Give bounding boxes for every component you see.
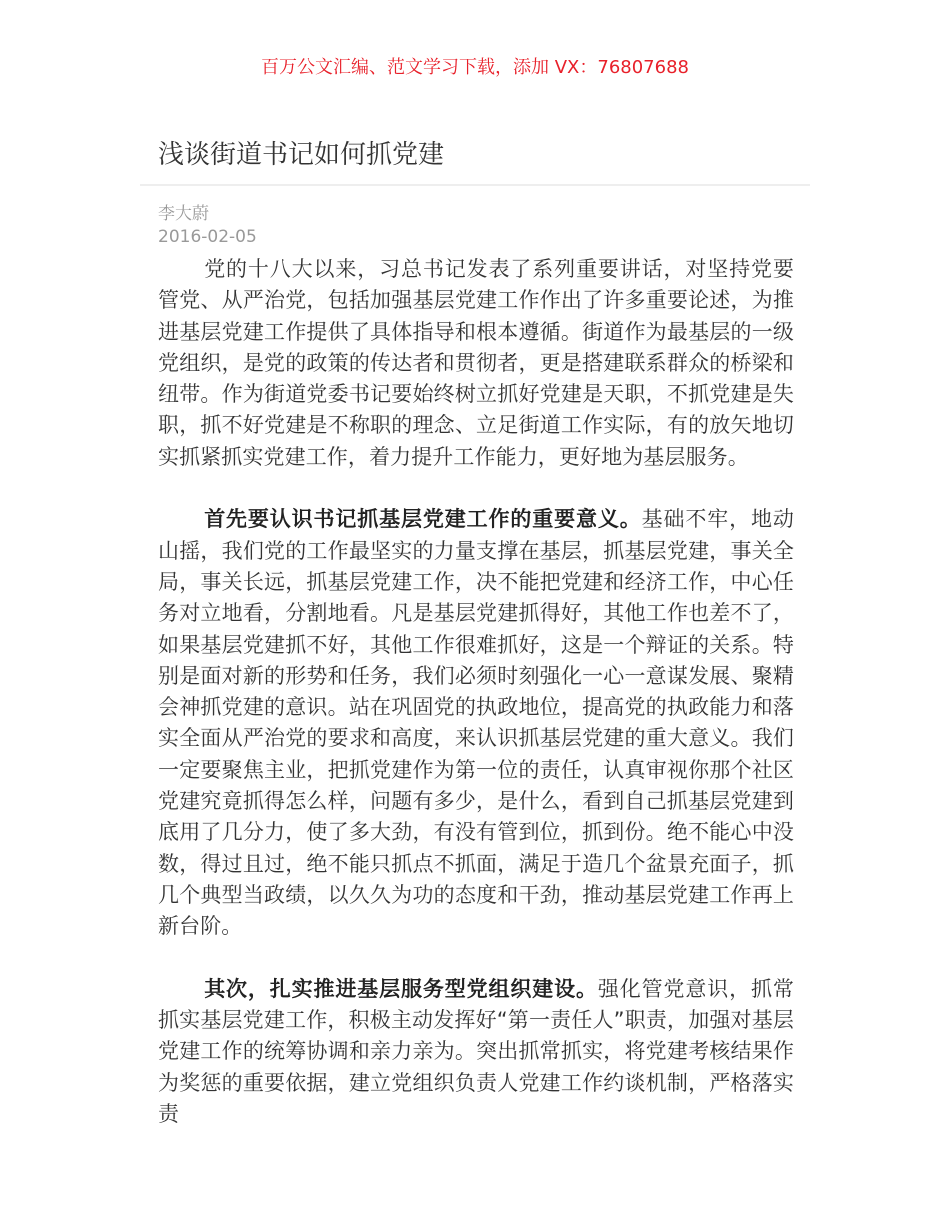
paragraph-lead: 首先要认识书记抓基层党建工作的重要意义。 [204,507,642,532]
paragraph-text: 基础不牢，地动山摇，我们党的工作最坚实的力量支撑在基层，抓基层党建，事关全局，事关长远，抓基层党建工作，决不能把党建和经济工作，中心任务对立地看，分割地看。凡是基层党建抓得好，其他工作也差不了，如果基层党建抓不好，其他工作很难抓好，这是一个辩证的关系。特别是面对新的形势和任务，我们必须时刻强化一心一意谋发展、聚精会神抓党建的意识。站在巩固党的执政地位，提高党的执政能力和落实全面从严治党的要求和高度，来认识抓基层党建的重大意义。我们一定要聚焦主业，把抓党建作为第一位的责任，认真审视你那个社区党建究竟抓得怎么样，问题有多少，是什么，看到自己抓基层党建到底用了几分力，使了多大劲，有没有管到位，抓到份。绝不能心中没数，得过且过，绝不能只抓点不抓面，满足于造几个盆景充面子，抓几个典型当政绩，以久久为功的态度和干劲，推动基层党建工作再上新台阶。 [158,507,794,939]
promo-banner: 百万公文汇编、范文学习下载，添加 VX：76807688 [261,57,689,78]
paragraph [158,974,794,1130]
paragraph-text: 强化管党意识，抓常抓实基层党建工作，积极主动发挥好“第一责任人”职责，加强对基层党建工作的统筹协调和亲力亲为。突出抓常抓实，将党建考核结果作为奖惩的重要依据，建立党组织负责人党建工作约谈机制，严格落实责 [158,976,794,1127]
paragraph [158,504,794,942]
article-title: 浅谈街道书记如何抓党建 [158,140,445,170]
title-divider [140,184,810,186]
paragraph-text: 党的十八大以来，习总书记发表了系列重要讲话，对坚持党要管党、从严治党，包括加强基层党建工作作出了许多重要论述，为推进基层党建工作提供了具体指导和根本遵循。街道作为最基层的一级党组织，是党的政策的传达者和贯彻者，更是搭建联系群众的桥梁和纽带。作为街道党委书记要始终树立抓好党建是天职，不抓党建是失职，抓不好党建是不称职的理念、立足街道工作实际，有的放矢地切实抓紧抓实党建工作，着力提升工作能力，更好地为基层服务。 [158,257,794,469]
paragraph [158,254,794,473]
article-date: 2016-02-05 [158,227,257,247]
article-body [158,254,794,1162]
article-author: 李大蔚 [158,204,209,224]
paragraph-lead: 其次，扎实推进基层服务型党组织建设。 [204,976,598,1001]
